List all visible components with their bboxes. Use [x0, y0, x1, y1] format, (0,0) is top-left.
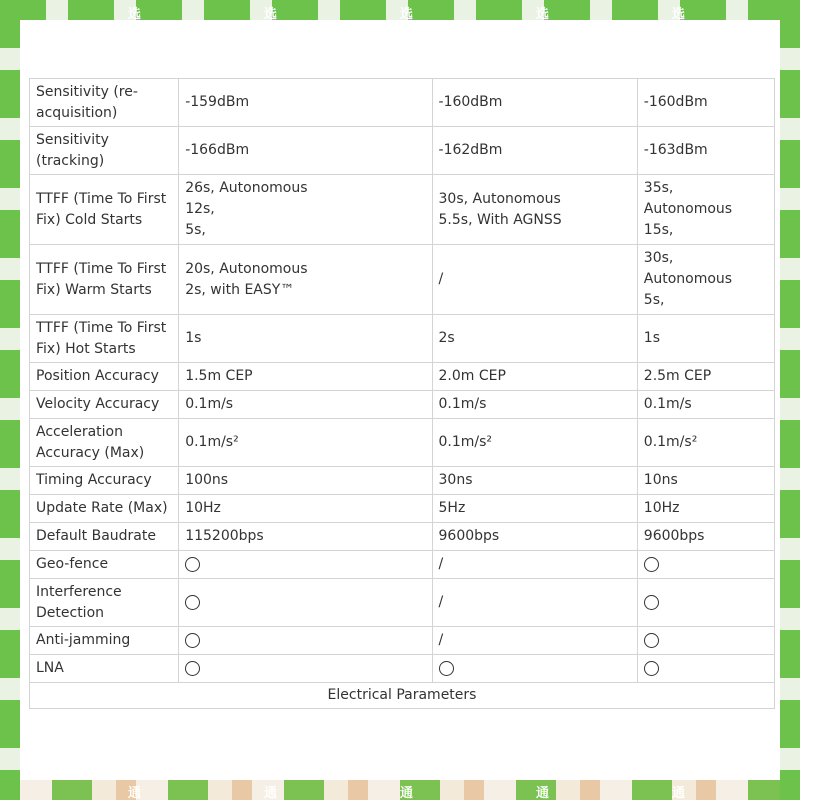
table-cell-c3: 10ns	[637, 467, 774, 495]
border-glyph: 通	[400, 786, 414, 801]
cell-line: Autonomous	[643, 201, 733, 217]
supported-circle-icon	[644, 633, 659, 648]
row-label: TTFF (Time To First Fix) Cold Starts	[30, 175, 179, 245]
table-row	[30, 419, 775, 467]
table-cell-c1	[179, 655, 432, 683]
table-cell-c1: 100ns	[179, 467, 432, 495]
row-label: Timing Accuracy	[30, 467, 179, 495]
table-cell-c1	[179, 627, 432, 655]
table-footer-row	[30, 683, 775, 709]
row-label: LNA	[30, 655, 179, 683]
table-cell-c1: 0.1m/s²	[179, 419, 432, 467]
row-label: Sensitivity (tracking)	[30, 127, 179, 175]
table-cell-c3	[637, 175, 774, 245]
border-glyph: 通	[264, 786, 278, 801]
supported-circle-icon	[185, 557, 200, 572]
cell-line: 20s, Autonomous	[185, 260, 308, 277]
table-cell-c3	[637, 655, 774, 683]
decorative-border-right	[780, 0, 800, 800]
cell-line: 5s,	[643, 292, 665, 308]
table-row	[30, 391, 775, 419]
cell-line: 15s,	[643, 222, 674, 238]
border-glyph: 通	[808, 786, 821, 801]
table-cell-c2: 5Hz	[432, 495, 637, 523]
row-label: Position Accuracy	[30, 363, 179, 391]
border-glyph: 通	[536, 786, 550, 801]
cell-line: 5s,	[185, 222, 206, 238]
table-cell-c3: 0.1m/s	[637, 391, 774, 419]
table-cell-c3: -160dBm	[637, 79, 774, 127]
table-cell-c3: 9600bps	[637, 523, 774, 551]
decorative-border-left	[0, 0, 20, 800]
supported-circle-icon	[185, 661, 200, 676]
table-cell-c3: 1s	[637, 315, 774, 363]
cell-line: 2s, with EASY™	[185, 281, 295, 298]
table-cell-c2	[432, 175, 637, 245]
table-row	[30, 467, 775, 495]
table-cell-c2: 9600bps	[432, 523, 637, 551]
table-row	[30, 523, 775, 551]
table-cell-c3	[637, 627, 774, 655]
table-cell-c2: -162dBm	[432, 127, 637, 175]
table-cell-c3: -163dBm	[637, 127, 774, 175]
table-cell-c2: 30ns	[432, 467, 637, 495]
table-cell-c2: /	[432, 245, 637, 315]
table-cell-c3: 10Hz	[637, 495, 774, 523]
table-cell-c2: -160dBm	[432, 79, 637, 127]
table-row	[30, 245, 775, 315]
table-cell-c1: -166dBm	[179, 127, 432, 175]
row-label: TTFF (Time To First Fix) Hot Starts	[30, 315, 179, 363]
supported-circle-icon	[644, 557, 659, 572]
border-glyph: 通	[672, 786, 686, 801]
row-label: Sensitivity (re-acquisition)	[30, 79, 179, 127]
table-cell-c2: 2.0m CEP	[432, 363, 637, 391]
cell-line: 12s,	[185, 201, 215, 217]
table-cell-c1	[179, 175, 432, 245]
table-cell-c1: 0.1m/s	[179, 391, 432, 419]
border-glyph: 选	[808, 7, 821, 22]
table-cell-c1	[179, 551, 432, 579]
table-cell-c2: /	[432, 579, 637, 627]
table-row	[30, 315, 775, 363]
table-cell-c3	[637, 245, 774, 315]
cell-line: 35s,	[643, 180, 674, 196]
table-cell-c1: 10Hz	[179, 495, 432, 523]
section-title-electrical-parameters: Electrical Parameters	[30, 683, 775, 709]
row-label: TTFF (Time To First Fix) Warm Starts	[30, 245, 179, 315]
table-cell-c2	[432, 655, 637, 683]
spec-table	[29, 78, 775, 709]
cell-line: 5.5s, With AGNSS	[438, 211, 562, 228]
supported-circle-icon	[185, 633, 200, 648]
border-glyph: 选	[536, 7, 550, 22]
supported-circle-icon	[644, 661, 659, 676]
table-cell-c2: /	[432, 627, 637, 655]
row-label: Acceleration Accuracy (Max)	[30, 419, 179, 467]
row-label: Velocity Accuracy	[30, 391, 179, 419]
row-label: Interference Detection	[30, 579, 179, 627]
border-glyph: 选	[672, 7, 686, 22]
table-cell-c3: 2.5m CEP	[637, 363, 774, 391]
border-glyph: 选	[400, 7, 414, 22]
supported-circle-icon	[644, 595, 659, 610]
table-cell-c3	[637, 551, 774, 579]
row-label: Default Baudrate	[30, 523, 179, 551]
table-cell-c2: 2s	[432, 315, 637, 363]
supported-circle-icon	[185, 595, 200, 610]
border-glyph: 选	[264, 7, 278, 22]
table-cell-c1: -159dBm	[179, 79, 432, 127]
table-cell-c1: 1s	[179, 315, 432, 363]
table-row	[30, 655, 775, 683]
table-row	[30, 79, 775, 127]
cell-line: 30s, Autonomous	[438, 190, 561, 207]
border-glyph: 通	[128, 786, 142, 801]
table-cell-c2: 0.1m/s	[432, 391, 637, 419]
table-cell-c2: 0.1m/s²	[432, 419, 637, 467]
document-page	[20, 20, 780, 780]
table-row	[30, 551, 775, 579]
table-cell-c1: 115200bps	[179, 523, 432, 551]
cell-line: 26s, Autonomous	[185, 180, 308, 196]
table-row	[30, 579, 775, 627]
table-row	[30, 127, 775, 175]
row-label: Geo-fence	[30, 551, 179, 579]
table-row	[30, 363, 775, 391]
table-cell-c1	[179, 245, 432, 315]
table-row	[30, 175, 775, 245]
supported-circle-icon	[439, 661, 454, 676]
table-row	[30, 495, 775, 523]
spec-table-body	[30, 79, 775, 683]
cell-line: Autonomous	[643, 271, 733, 287]
cell-line: 30s,	[643, 250, 674, 266]
table-cell-c1	[179, 579, 432, 627]
row-label: Anti-jamming	[30, 627, 179, 655]
row-label: Update Rate (Max)	[30, 495, 179, 523]
table-cell-c1: 1.5m CEP	[179, 363, 432, 391]
table-cell-c2: /	[432, 551, 637, 579]
table-cell-c3: 0.1m/s²	[637, 419, 774, 467]
border-glyph: 选	[128, 7, 142, 22]
table-row	[30, 627, 775, 655]
table-cell-c3	[637, 579, 774, 627]
